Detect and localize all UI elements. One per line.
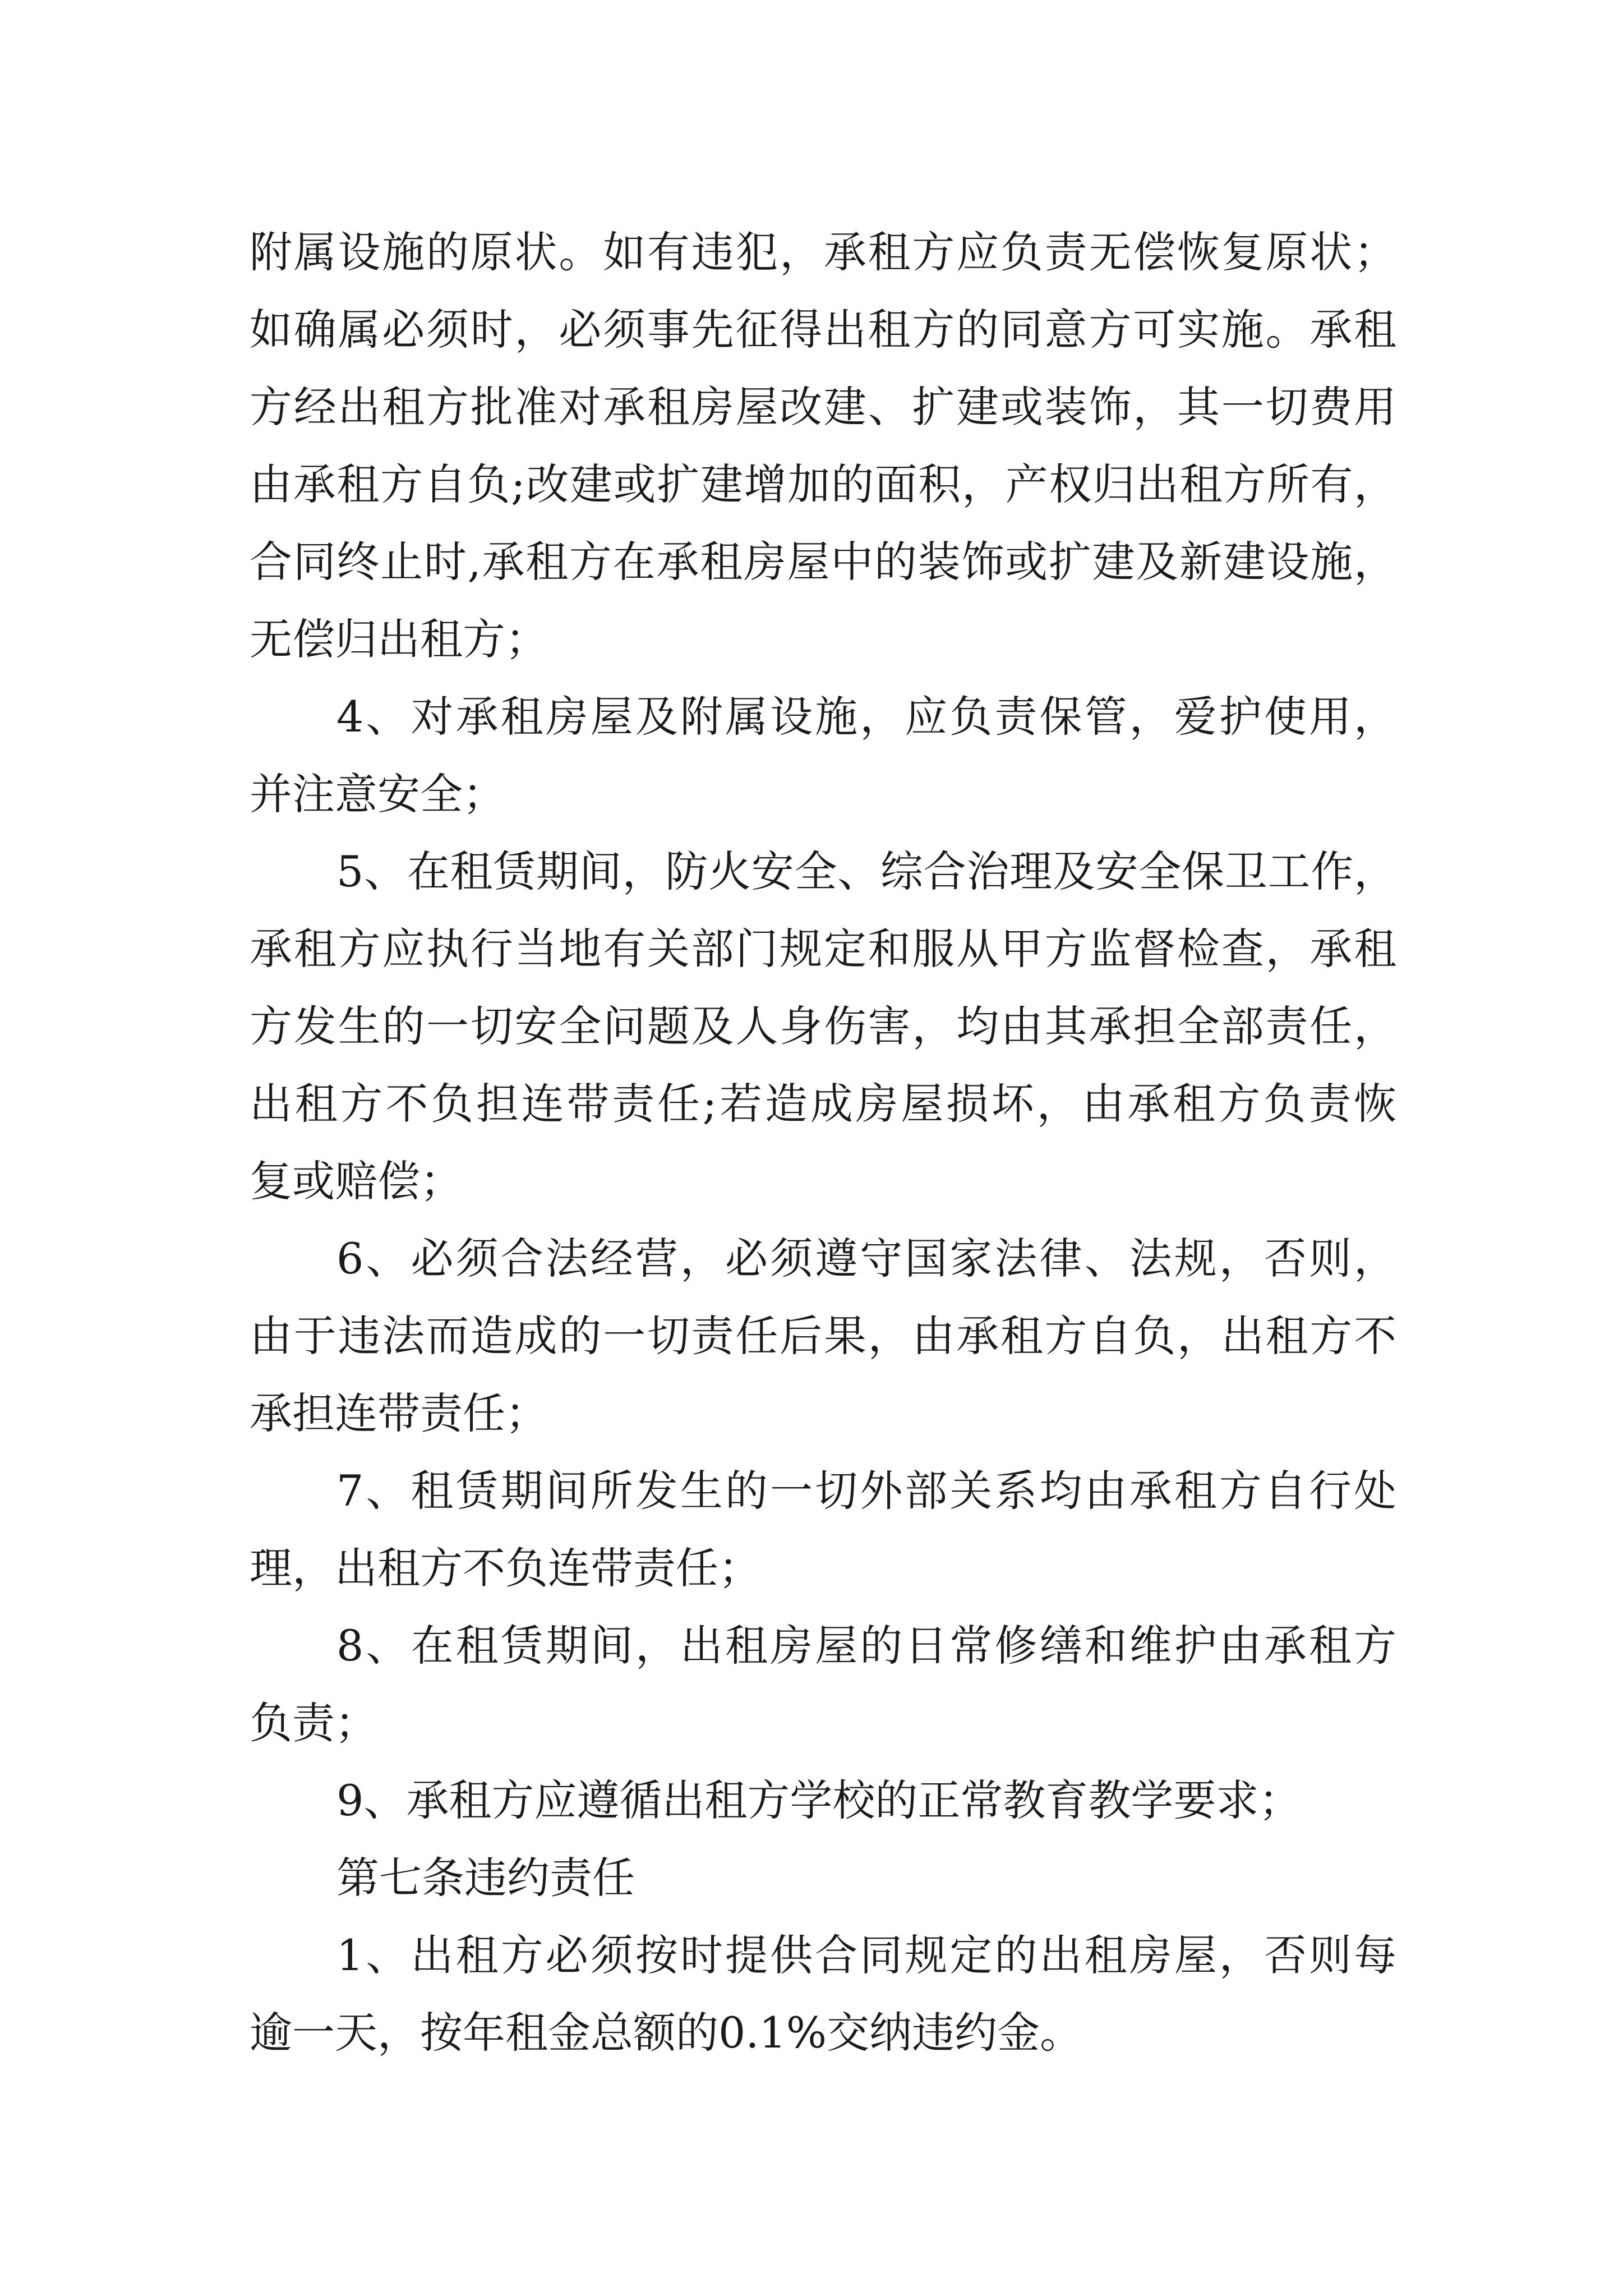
clause-1-line: 1、出租方必须按时提供合同规定的出租房屋，否则每 [336,1930,1396,1980]
text-line: 并注意安全； [250,769,505,819]
section-heading: 第七条违约责任 [336,1853,635,1903]
clause-9-line: 9、承租方应遵循出租方学校的正常教育教学要求； [336,1775,1302,1825]
text-line: 由于违法而造成的一切责任后果，由承租方自负，出租方不 [250,1311,1396,1361]
clause-8-line: 8、在租赁期间，出租房屋的日常修缮和维护由承租方 [336,1621,1396,1671]
text-line: 无偿归出租方； [250,614,548,664]
text-line: 方经出租方批准对承租房屋改建、扩建或装饰，其一切费用 [250,382,1396,432]
text-line: 承租方应执行当地有关部门规定和服从甲方监督检查，承租 [250,924,1396,974]
text-line: 合同终止时,承租方在承租房屋中的装饰或扩建及新建设施， [250,537,1396,587]
text-line: 由承租方自负;改建或扩建增加的面积，产权归出租方所有， [250,459,1396,509]
contract-body-text [250,214,1396,2072]
text-line: 负责； [250,1698,377,1748]
text-line: 如确属必须时，必须事先征得出租方的同意方可实施。承租 [250,305,1396,355]
text-line: 理，出租方不负连带责任； [250,1543,761,1593]
text-line: 附属设施的原状。如有违犯，承租方应负责无偿恢复原状； [250,227,1396,277]
text-line: 逾一天，按年租金总额的0.1%交纳违约金。 [250,2008,1083,2058]
text-line: 承担连带责任； [250,1388,548,1438]
clause-4-line: 4、对承租房屋及附属设施，应负责保管，爱护使用， [336,692,1396,742]
clause-6-line: 6、必须合法经营，必须遵守国家法律、法规，否则， [336,1234,1396,1283]
clause-7-line: 7、租赁期间所发生的一切外部关系均由承租方自行处 [336,1466,1396,1516]
text-line: 方发生的一切安全问题及人身伤害，均由其承担全部责任， [250,1001,1396,1051]
clause-5-line: 5、在租赁期间，防火安全、综合治理及安全保卫工作， [336,846,1396,896]
text-line: 复或赔偿； [250,1156,463,1206]
text-line: 出租方不负担连带责任;若造成房屋损坏，由承租方负责恢 [250,1079,1396,1129]
